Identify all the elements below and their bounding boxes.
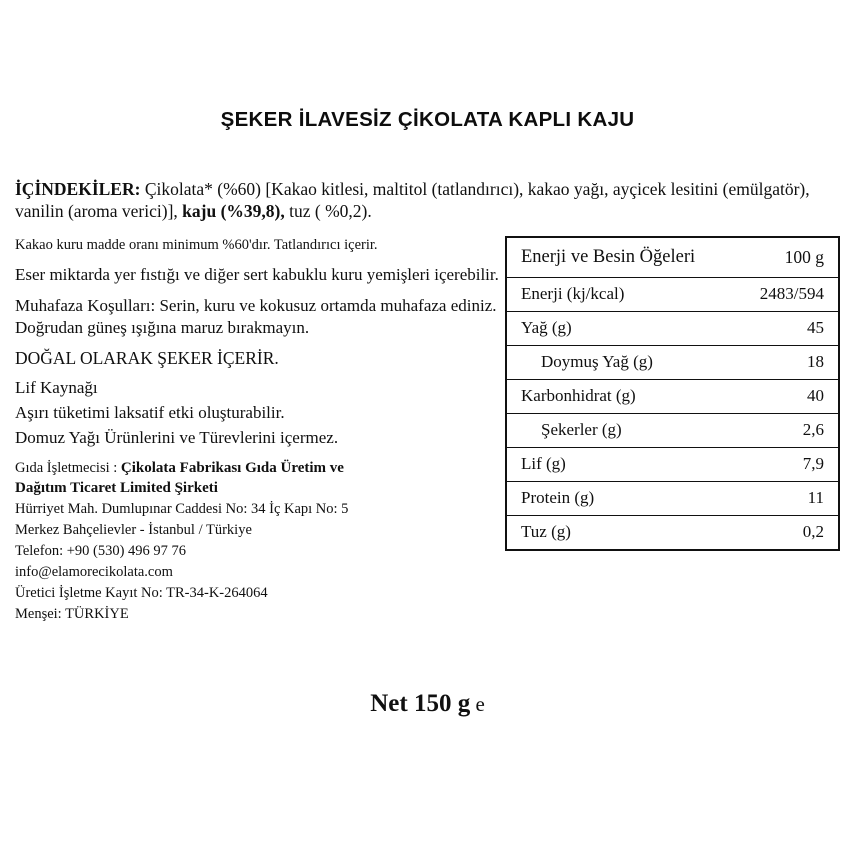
address-line-1: Hürriyet Mah. Dumlupınar Caddesi No: 34 İç Kapı No: 5 (15, 501, 349, 518)
nutrition-row (507, 448, 838, 482)
operator-label: Gıda İşletmecisi : (15, 460, 121, 477)
phone-line: Telefon: +90 (530) 496 97 76 (15, 543, 187, 560)
nutrition-row-label: Protein (g) (507, 482, 734, 516)
nutrition-row-label: Enerji (kj/kcal) (507, 278, 734, 312)
nutrition-table (505, 236, 840, 551)
storage-note: Muhafaza Koşulları: Serin, kuru ve kokusuz ortamda muhafaza ediniz. Doğrudan güneş ışığına maruz bırakmayın. (15, 295, 497, 338)
natural-sugar-note: DOĞAL OLARAK ŞEKER İÇERİR. (15, 348, 279, 369)
nutrition-row-label: Doymuş Yağ (g) (507, 346, 734, 380)
nutrition-header-amount: 100 g (734, 238, 838, 278)
ingredients-bold-1: kaju (%39,8), (182, 201, 285, 222)
nutrition-row-label: Tuz (g) (521, 522, 571, 541)
nutrition-header-label: Enerji ve Besin Öğeleri (507, 238, 734, 278)
nutrition-row-value: 0,2 (802, 522, 824, 541)
ingredients-paragraph (15, 178, 835, 223)
nutrition-row (507, 312, 838, 346)
ingredients-text-1: Çikolata* (%60) [Kakao kitlesi, maltitol (tatlandırıcı), kakao yağı, ayçicek lesitini (emülgatör), vanilin (aroma verici)], (15, 179, 810, 222)
nutrition-row-value: 18 (734, 346, 838, 380)
nutrition-row-value: 7,9 (734, 448, 838, 482)
nutrition-row-value: 45 (734, 312, 838, 346)
nutrition-row (507, 380, 838, 414)
nutrition-header-row (507, 238, 838, 278)
fiber-source-note: Lif Kaynağı (15, 378, 98, 398)
left-column (15, 236, 502, 625)
nutrition-row-value: 11 (734, 482, 838, 516)
net-e-mark: e (470, 692, 485, 716)
address-line-2: Merkez Bahçelievler - İstanbul / Türkiye (15, 522, 252, 539)
ingredients-heading: İÇİNDEKİLER: (15, 179, 141, 199)
nutrition-row (507, 414, 838, 448)
nutrition-row (507, 516, 838, 550)
registration-line: Üretici İşletme Kayıt No: TR-34-K-264064 (15, 585, 268, 602)
nutrition-row-label: Karbonhidrat (g) (507, 380, 734, 414)
nutrition-row-label: Şekerler (g) (507, 414, 734, 448)
nutrition-row (507, 482, 838, 516)
pork-free-note: Domuz Yağı Ürünlerini ve Türevlerini içermez. (15, 428, 339, 448)
nutrition-row-label: Yağ (g) (507, 312, 734, 346)
operator-line (15, 459, 502, 479)
page-title: ŞEKER İLAVESİZ ÇİKOLATA KAPLI KAJU (220, 108, 635, 131)
net-amount: 150 g (413, 690, 471, 717)
nutrition-row-label: Lif (g) (507, 448, 734, 482)
nutrition-row-value: 2,6 (734, 414, 838, 448)
nutrition-row-value: 2483/594 (734, 278, 838, 312)
cocoa-note: Kakao kuru madde oranı minimum %60'dır. Tatlandırıcı içerir. (15, 237, 378, 253)
ingredients-text-2: tuz ( %0,2). (284, 201, 372, 222)
net-prefix: Net (370, 690, 414, 717)
net-weight (0, 690, 855, 718)
nutrition-row (507, 346, 838, 380)
nutrition-table-body (507, 238, 838, 549)
nutrition-row (507, 278, 838, 312)
operator-name-line2: Dağıtım Ticaret Limited Şirketi (15, 480, 218, 497)
operator-name-line1: Çikolata Fabrikası Gıda Üretim ve (120, 460, 344, 477)
origin-line: Menşei: TÜRKİYE (15, 606, 129, 623)
laxative-note: Aşırı tüketimi laksatif etki oluşturabilir. (15, 403, 285, 423)
allergen-note: Eser miktarda yer fıstığı ve diğer sert kabuklu kuru yemişleri içerebilir. (15, 264, 499, 284)
email-line: info@elamorecikolata.com (15, 564, 173, 581)
label-content (15, 178, 840, 623)
company-block (15, 459, 502, 625)
nutrition-row-value: 40 (734, 380, 838, 414)
